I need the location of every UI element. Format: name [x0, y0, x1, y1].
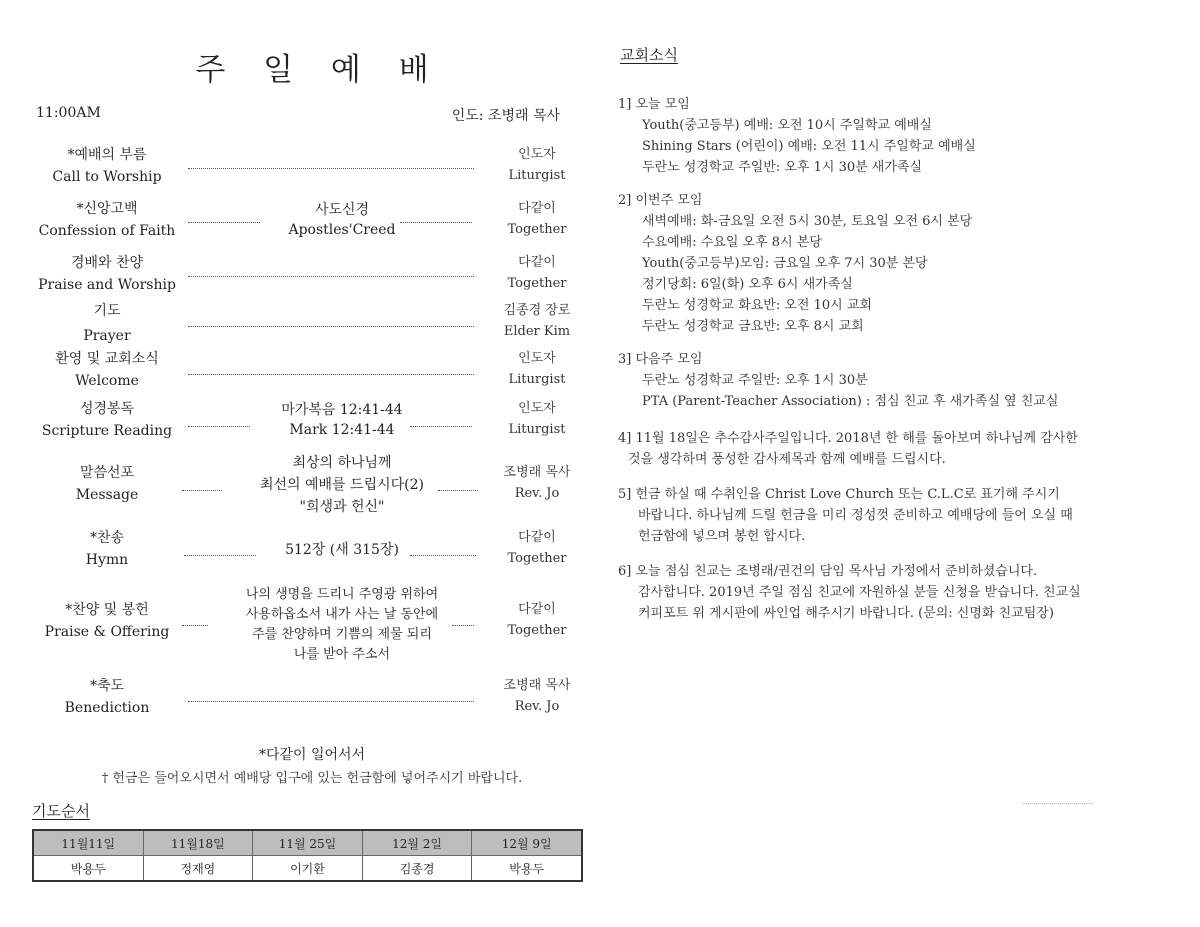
- news-line: 바랍니다. 하나님께 드릴 헌금을 미리 정성껏 준비하고 예배당에 들어 오실 때: [638, 508, 1073, 523]
- dotted-leader: [438, 490, 478, 491]
- dotted-leader: [188, 374, 474, 375]
- table-cell-name: 박용두: [472, 856, 582, 882]
- item-name-en: Scripture Reading: [41, 423, 173, 439]
- item-who-en: Together: [507, 222, 567, 237]
- order-item: [32, 452, 592, 518]
- item-who-ko: 다같이: [518, 255, 556, 270]
- order-item: [32, 585, 592, 669]
- item-detail: Mark 12:41-44: [289, 422, 395, 438]
- item-who-ko: 인도자: [518, 401, 556, 416]
- item-who-ko: 다같이: [518, 530, 556, 545]
- dotted-leader: [400, 222, 472, 223]
- item-who-en: Rev. Jo: [514, 486, 560, 501]
- news-line: 두란노 성경학교 주일반: 오후 1시 30분 새가족실: [642, 160, 923, 175]
- item-detail: 마가복음 12:41-44: [281, 402, 403, 418]
- order-item: [32, 198, 592, 242]
- item-who-ko: 인도자: [518, 147, 556, 162]
- table-row: [33, 856, 582, 882]
- item-who-en: Rev. Jo: [514, 699, 560, 714]
- item-name-en: Benediction: [64, 700, 150, 716]
- table-cell-name: 김종경: [362, 856, 472, 882]
- item-detail: 최상의 하나님께: [292, 455, 392, 471]
- table-cell-date: 11월11일: [33, 830, 143, 856]
- table-cell-name: 박용두: [33, 856, 143, 882]
- order-item: [32, 348, 592, 392]
- item-detail: "희생과 헌신": [299, 499, 385, 515]
- table-cell-date: 12월 9일: [472, 830, 582, 856]
- news-section-fellowship: [618, 561, 1158, 624]
- dotted-leader: [188, 326, 474, 327]
- dotted-leader: [188, 168, 474, 169]
- table-cell-date: 12월 2일: [362, 830, 472, 856]
- table-cell-name: 정재영: [143, 856, 253, 882]
- news-line: 6] 오늘 점심 친교는 조병래/권건의 담임 목사님 가정에서 준비하셨습니다.: [618, 564, 1038, 579]
- news-line: PTA (Parent-Teacher Association) : 점심 친교 후 새가족실 옆 친교실: [642, 394, 1059, 409]
- order-item: [32, 252, 592, 296]
- item-detail: 최선의 예배를 드립시다(2): [260, 477, 424, 493]
- item-who-en: Together: [507, 551, 567, 566]
- news-line: 헌금함에 넣으며 봉헌 합시다.: [638, 529, 806, 544]
- news-line: 것을 생각하며 풍성한 감사제목과 함께 예배를 드립시다.: [628, 452, 946, 467]
- standing-note: *다같이 일어서서: [258, 747, 366, 763]
- item-detail: Apostles'Creed: [288, 222, 396, 238]
- church-news: [618, 0, 1178, 927]
- order-item: [32, 527, 592, 571]
- item-who-en: Together: [507, 276, 567, 291]
- item-name-ko: *축도: [89, 678, 125, 694]
- item-who-ko: 김종경 장로: [503, 303, 571, 318]
- faint-mark: [1023, 803, 1093, 804]
- prayer-schedule-table: [32, 829, 583, 882]
- order-item: [32, 300, 592, 344]
- dotted-leader: [410, 555, 476, 556]
- news-line: 5] 헌금 하실 때 수취인을 Christ Love Church 또는 C.L.C로 표기해 주시기: [618, 487, 1060, 502]
- item-name-en: Call to Worship: [52, 169, 162, 185]
- news-line: Shining Stars (어린이) 예배: 오전 11시 주일학교 예배실: [642, 139, 976, 154]
- item-name-en: Confession of Faith: [38, 223, 176, 239]
- service-time: 11:00AM: [36, 105, 101, 121]
- church-news-title: 교회소식: [620, 46, 678, 64]
- item-detail: 사용하옵소서 내가 사는 날 동안에: [245, 607, 439, 622]
- news-line: 4] 11월 18일은 추수감사주일입니다. 2018년 한 해를 돌아보며 하나님께 감사한: [618, 431, 1078, 446]
- item-who-ko: 인도자: [518, 351, 556, 366]
- offering-note: † 헌금은 들어오시면서 예배당 입구에 있는 헌금함에 넣어주시기 바랍니다.: [101, 771, 523, 786]
- news-line: 정기당회: 6일(화) 오후 6시 새가족실: [642, 277, 853, 292]
- table-row: [33, 830, 582, 856]
- news-heading: 3] 다음주 모임: [618, 352, 703, 367]
- news-line: 새벽예배: 화-금요일 오전 5시 30분, 토요일 오전 6시 본당: [642, 214, 973, 229]
- news-line: 감사합니다. 2019년 주일 점심 친교에 자원하실 분들 신청을 받습니다. 친교실: [638, 585, 1081, 600]
- item-name-en: Message: [75, 487, 139, 503]
- news-line: Youth(중고등부) 예배: 오전 10시 주일학교 예배실: [642, 118, 932, 133]
- item-name-ko: *찬송: [89, 530, 125, 546]
- item-who-en: Liturgist: [508, 168, 566, 183]
- news-heading: 1] 오늘 모임: [618, 97, 690, 112]
- item-who-en: Liturgist: [508, 422, 566, 437]
- news-section-next-week: [618, 349, 1158, 412]
- dotted-leader: [188, 276, 474, 277]
- service-title: 주 일 예 배: [195, 52, 443, 88]
- item-name-en: Prayer: [83, 328, 131, 344]
- news-line: 수요예배: 수요일 오후 8시 본당: [642, 235, 822, 250]
- news-line: Youth(중고등부)모임: 금요일 오후 7시 30분 본당: [642, 256, 928, 271]
- item-who-ko: 조병래 목사: [503, 465, 571, 480]
- item-name-en: Praise & Offering: [44, 624, 170, 640]
- item-name-ko: *신앙고백: [76, 201, 138, 217]
- order-item: [32, 675, 592, 719]
- table-cell-name: 이기환: [253, 856, 363, 882]
- table-cell-date: 11월 25일: [253, 830, 363, 856]
- item-who-en: Elder Kim: [503, 324, 571, 339]
- news-section-today: [618, 94, 1158, 178]
- news-line: 두란노 성경학교 금요반: 오후 8시 교회: [642, 319, 864, 334]
- item-name-ko: 경배와 찬양: [70, 255, 144, 271]
- item-name-en: Welcome: [75, 373, 139, 389]
- table-cell-date: 11월18일: [143, 830, 253, 856]
- item-who-en: Together: [507, 623, 567, 638]
- dotted-leader: [452, 625, 474, 626]
- item-name-en: Hymn: [85, 552, 129, 568]
- news-section-offering: [618, 484, 1158, 547]
- service-leader: 인도: 조병래 목사: [451, 108, 560, 124]
- item-who-ko: 조병래 목사: [503, 678, 571, 693]
- item-detail: 나의 생명을 드리니 주영광 위하여: [245, 587, 439, 602]
- item-who-en: Liturgist: [508, 372, 566, 387]
- item-name-ko: 기도: [93, 303, 121, 319]
- item-name-ko: 환영 및 교회소식: [55, 351, 159, 367]
- news-section-this-week: [618, 190, 1158, 337]
- item-who-ko: 다같이: [518, 602, 556, 617]
- news-line: 커피포트 위 게시판에 싸인업 해주시기 바랍니다. (문의: 신명화 친교팀장): [638, 606, 1054, 621]
- item-detail: 주를 찬양하며 기쁨의 제물 되리: [252, 627, 432, 642]
- item-name-en: Praise and Worship: [38, 277, 176, 293]
- item-detail: 나를 받아 주소서: [293, 647, 391, 662]
- dotted-leader: [410, 426, 472, 427]
- prayer-schedule-title: 기도순서: [32, 802, 90, 820]
- dotted-leader: [188, 701, 474, 702]
- item-who-ko: 다같이: [518, 201, 556, 216]
- item-name-ko: *찬양 및 봉헌: [65, 602, 149, 618]
- item-name-ko: 성경봉독: [79, 401, 135, 417]
- news-line: 두란노 성경학교 화요반: 오전 10시 교회: [642, 298, 872, 313]
- order-item: [32, 144, 592, 188]
- item-name-ko: *예배의 부름: [67, 147, 147, 163]
- order-item: [32, 398, 592, 442]
- item-name-ko: 말씀선포: [79, 465, 135, 481]
- news-heading: 2] 이번주 모임: [618, 193, 703, 208]
- news-section-thanksgiving: [618, 428, 1158, 470]
- item-detail: 사도신경: [314, 202, 370, 218]
- news-line: 두란노 성경학교 주일반: 오후 1시 30분: [642, 373, 868, 388]
- item-detail: 512장 (새 315장): [285, 542, 399, 558]
- order-of-worship: [32, 0, 592, 927]
